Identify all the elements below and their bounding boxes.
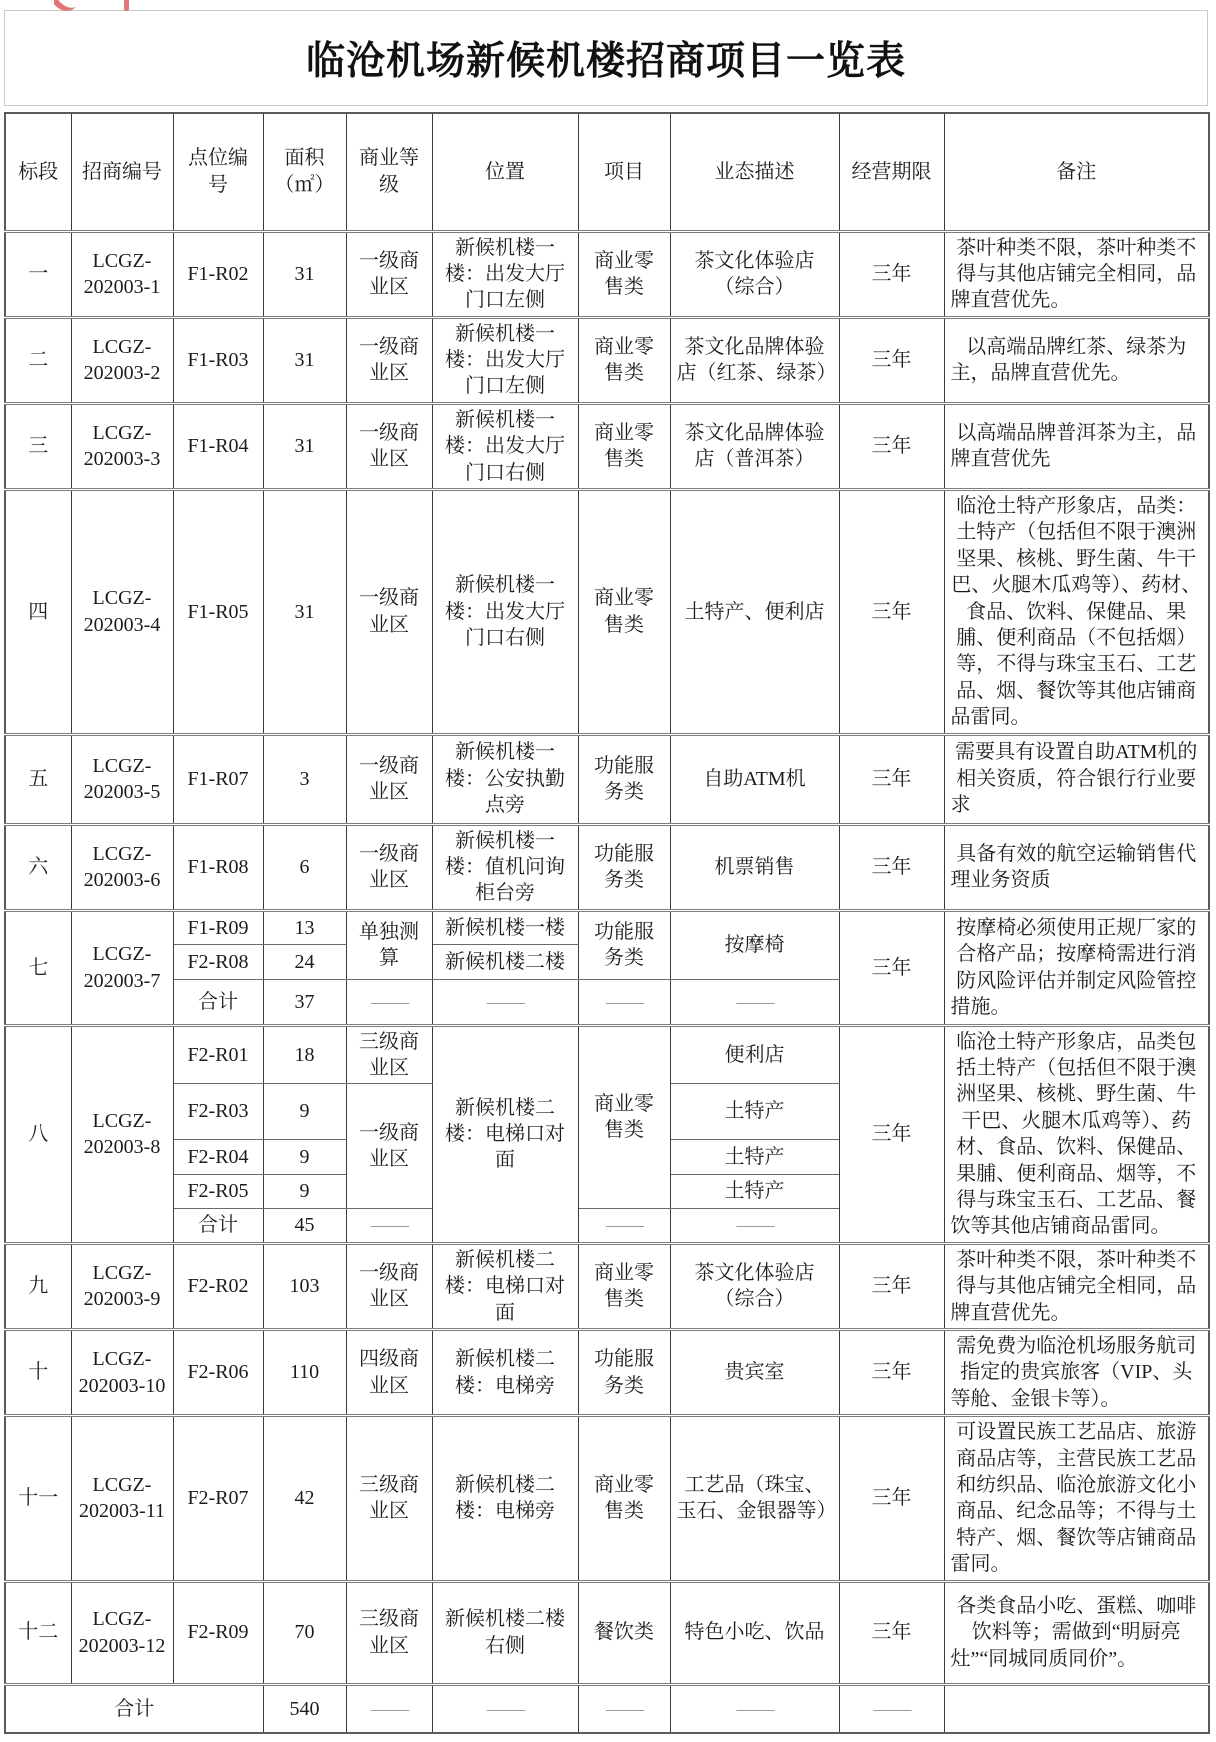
cell-r8-point-4: F2-R05	[173, 1174, 263, 1208]
table-row	[5, 1416, 1209, 1581]
cell-r7-subtotal-grade-dash: ——	[346, 979, 432, 1025]
cell-r11-remarks: 可设置民族工艺品店、旅游商品店等，主营民族工艺品和纺织品、临沧旅游文化小商品、纪念品等；不得与土特产、烟、餐饮等店铺商品雷同。	[944, 1416, 1209, 1581]
table-row	[5, 1025, 1209, 1084]
cell-r4-remarks: 临沧土特产形象店，品类：土特产（包括但不限于澳洲坚果、核桃、野生菌、牛干巴、火腿木瓜鸡等）、药材、食品、饮料、保健品、果脯、便利商品（不包括烟）等，不得与珠宝玉石、工艺品、烟、餐饮等其他店铺商品雷同。	[944, 490, 1209, 735]
title-box	[4, 10, 1208, 106]
cell-r6-point: F1-R08	[173, 824, 263, 910]
cell-r8-remarks: 临沧土特产形象店，品类包括土特产（包括但不限于澳洲坚果、核桃、野生菌、牛干巴、火腿木瓜鸡等）、药材、食品、饮料、保健品、果脯、便利商品、烟等，不得与珠宝玉石、工艺品、餐饮等其他店铺商品雷同。	[944, 1025, 1209, 1243]
col-header-project: 项目	[578, 113, 670, 231]
cell-r6-business: 机票销售	[670, 824, 839, 910]
cell-r7-subtotal-business-dash: ——	[670, 979, 839, 1025]
cell-r7-point-1: F1-R09	[173, 910, 263, 944]
cell-r8-area-2: 9	[263, 1084, 346, 1139]
cell-r4-section: 四	[5, 490, 71, 735]
cell-r7-term: 三年	[839, 910, 944, 1025]
cell-r4-business: 土特产、便利店	[670, 490, 839, 735]
cell-r5-area: 3	[263, 734, 346, 824]
cell-r6-location: 新候机楼一楼：值机问询柜台旁	[432, 824, 578, 910]
cell-r9-section: 九	[5, 1243, 71, 1329]
cell-r7-grade: 单独测算	[346, 910, 432, 979]
cell-r1-point: F1-R02	[173, 231, 263, 317]
col-header-code: 招商编号	[71, 113, 173, 231]
cell-r8-area-3: 9	[263, 1139, 346, 1174]
cell-r8-code: LCGZ-202003-8	[71, 1025, 173, 1243]
cell-r7-project: 功能服务类	[578, 910, 670, 979]
cell-r1-remarks: 茶叶种类不限，茶叶种类不得与其他店铺完全相同，品牌直营优先。	[944, 231, 1209, 317]
cell-r2-code: LCGZ-202003-2	[71, 317, 173, 403]
cell-r3-project: 商业零售类	[578, 403, 670, 489]
cell-r1-area: 31	[263, 231, 346, 317]
cell-r6-grade: 一级商业区	[346, 824, 432, 910]
cell-r7-section: 七	[5, 910, 71, 1025]
cell-r8-grade-2: 一级商业区	[346, 1084, 432, 1208]
cell-grand-total-area: 540	[263, 1684, 346, 1733]
cell-r8-area-1: 18	[263, 1025, 346, 1084]
cell-r3-term: 三年	[839, 403, 944, 489]
cell-r8-business-4: 土特产	[670, 1174, 839, 1208]
table-row	[5, 1243, 1209, 1329]
col-header-location: 位置	[432, 113, 578, 231]
cell-r2-section: 二	[5, 317, 71, 403]
table-row	[5, 824, 1209, 910]
cell-r7-code: LCGZ-202003-7	[71, 910, 173, 1025]
cell-grand-total-term-dash: ——	[839, 1684, 944, 1733]
cell-r1-code: LCGZ-202003-1	[71, 231, 173, 317]
cell-r1-location: 新候机楼一楼：出发大厅门口左侧	[432, 231, 578, 317]
cell-r12-code: LCGZ-202003-12	[71, 1581, 173, 1684]
cell-r8-project: 商业零售类	[578, 1025, 670, 1208]
cell-r8-point-2: F2-R03	[173, 1084, 263, 1139]
cell-r5-project: 功能服务类	[578, 734, 670, 824]
cell-r10-area: 110	[263, 1330, 346, 1416]
cell-grand-total-location-dash: ——	[432, 1684, 578, 1733]
cell-r8-business-2: 土特产	[670, 1084, 839, 1139]
cell-r7-subtotal-label: 合计	[173, 979, 263, 1025]
cell-r7-subtotal-area: 37	[263, 979, 346, 1025]
table-row	[5, 1330, 1209, 1416]
cell-r11-term: 三年	[839, 1416, 944, 1581]
cell-r3-area: 31	[263, 403, 346, 489]
cell-r1-grade: 一级商业区	[346, 231, 432, 317]
cell-r8-subtotal-business-dash: ——	[670, 1208, 839, 1243]
cell-r2-area: 31	[263, 317, 346, 403]
cell-r9-business: 茶文化体验店（综合）	[670, 1243, 839, 1329]
cell-r5-business: 自助ATM机	[670, 734, 839, 824]
cell-r1-term: 三年	[839, 231, 944, 317]
cell-r8-subtotal-label: 合计	[173, 1208, 263, 1243]
cell-r7-location-1: 新候机楼一楼	[432, 910, 578, 944]
cell-r2-grade: 一级商业区	[346, 317, 432, 403]
cell-r10-point: F2-R06	[173, 1330, 263, 1416]
cell-grand-total-business-dash: ——	[670, 1684, 839, 1733]
cell-r12-project: 餐饮类	[578, 1581, 670, 1684]
table-row	[5, 1581, 1209, 1684]
cell-r7-location-2: 新候机楼二楼	[432, 944, 578, 979]
cell-r4-code: LCGZ-202003-4	[71, 490, 173, 735]
cell-r3-code: LCGZ-202003-3	[71, 403, 173, 489]
red-pen-strokes-icon	[40, 0, 160, 13]
cell-r9-grade: 一级商业区	[346, 1243, 432, 1329]
cell-r8-term: 三年	[839, 1025, 944, 1243]
cell-grand-total-project-dash: ——	[578, 1684, 670, 1733]
cell-r12-remarks: 各类食品小吃、蛋糕、咖啡饮料等；需做到“明厨亮灶”“同城同质同价”。	[944, 1581, 1209, 1684]
cell-r3-business: 茶文化品牌体验店（普洱茶）	[670, 403, 839, 489]
cell-r11-business: 工艺品（珠宝、玉石、金银器等）	[670, 1416, 839, 1581]
cell-r2-project: 商业零售类	[578, 317, 670, 403]
cell-r4-area: 31	[263, 490, 346, 735]
col-header-remarks: 备注	[944, 113, 1209, 231]
cell-r6-section: 六	[5, 824, 71, 910]
cell-r6-project: 功能服务类	[578, 824, 670, 910]
cell-grand-total-remarks-empty	[944, 1684, 1209, 1733]
cell-r7-subtotal-location-dash: ——	[432, 979, 578, 1025]
col-header-point: 点位编号	[173, 113, 263, 231]
cell-r8-grade-1: 三级商业区	[346, 1025, 432, 1084]
cell-r4-term: 三年	[839, 490, 944, 735]
cell-r7-point-2: F2-R08	[173, 944, 263, 979]
cell-r1-section: 一	[5, 231, 71, 317]
cell-r9-project: 商业零售类	[578, 1243, 670, 1329]
cell-r8-area-4: 9	[263, 1174, 346, 1208]
cell-r4-project: 商业零售类	[578, 490, 670, 735]
cell-r2-term: 三年	[839, 317, 944, 403]
cell-r1-business: 茶文化体验店（综合）	[670, 231, 839, 317]
cell-r11-location: 新候机楼二楼：电梯旁	[432, 1416, 578, 1581]
cell-r7-area-2: 24	[263, 944, 346, 979]
cell-r11-project: 商业零售类	[578, 1416, 670, 1581]
cell-r5-remarks: 需要具有设置自助ATM机的相关资质，符合银行行业要求	[944, 734, 1209, 824]
col-header-section: 标段	[5, 113, 71, 231]
project-table	[4, 112, 1210, 1734]
table-row	[5, 317, 1209, 403]
cell-r9-area: 103	[263, 1243, 346, 1329]
cell-r12-area: 70	[263, 1581, 346, 1684]
cell-r6-area: 6	[263, 824, 346, 910]
cell-r3-grade: 一级商业区	[346, 403, 432, 489]
table-row	[5, 734, 1209, 824]
cell-r8-point-1: F2-R01	[173, 1025, 263, 1084]
cell-r11-code: LCGZ-202003-11	[71, 1416, 173, 1581]
cell-r5-grade: 一级商业区	[346, 734, 432, 824]
cell-r2-location: 新候机楼一楼：出发大厅门口左侧	[432, 317, 578, 403]
cell-r4-grade: 一级商业区	[346, 490, 432, 735]
cell-r3-remarks: 以高端品牌普洱茶为主，品牌直营优先	[944, 403, 1209, 489]
table-row	[5, 910, 1209, 944]
cell-r9-point: F2-R02	[173, 1243, 263, 1329]
cell-r3-location: 新候机楼一楼：出发大厅门口右侧	[432, 403, 578, 489]
cell-r5-location: 新候机楼一楼：公安执勤点旁	[432, 734, 578, 824]
cell-r8-point-3: F2-R04	[173, 1139, 263, 1174]
cell-r10-code: LCGZ-202003-10	[71, 1330, 173, 1416]
cell-r12-point: F2-R09	[173, 1581, 263, 1684]
cell-r11-grade: 三级商业区	[346, 1416, 432, 1581]
cell-r12-location: 新候机楼二楼右侧	[432, 1581, 578, 1684]
header-row	[5, 113, 1209, 231]
cell-r10-term: 三年	[839, 1330, 944, 1416]
cell-r10-business: 贵宾室	[670, 1330, 839, 1416]
cell-r1-project: 商业零售类	[578, 231, 670, 317]
cell-grand-total-grade-dash: ——	[346, 1684, 432, 1733]
cell-r11-area: 42	[263, 1416, 346, 1581]
table-row	[5, 231, 1209, 317]
cell-r10-section: 十	[5, 1330, 71, 1416]
cell-r6-remarks: 具备有效的航空运输销售代理业务资质	[944, 824, 1209, 910]
cell-r7-remarks: 按摩椅必须使用正规厂家的合格产品；按摩椅需进行消防风险评估并制定风险管控措施。	[944, 910, 1209, 1025]
red-pen-mark-artifact	[40, 0, 160, 13]
grand-total-row	[5, 1684, 1209, 1733]
cell-r4-location: 新候机楼一楼：出发大厅门口右侧	[432, 490, 578, 735]
cell-r8-subtotal-grade-dash: ——	[346, 1208, 432, 1243]
cell-r6-term: 三年	[839, 824, 944, 910]
col-header-term: 经营期限	[839, 113, 944, 231]
cell-r5-code: LCGZ-202003-5	[71, 734, 173, 824]
cell-r8-subtotal-project-dash: ——	[578, 1208, 670, 1243]
cell-r11-section: 十一	[5, 1416, 71, 1581]
cell-r7-business: 按摩椅	[670, 910, 839, 979]
cell-r10-location: 新候机楼二楼：电梯旁	[432, 1330, 578, 1416]
cell-r12-grade: 三级商业区	[346, 1581, 432, 1684]
cell-r7-subtotal-project-dash: ——	[578, 979, 670, 1025]
table-row	[5, 490, 1209, 735]
cell-r11-point: F2-R07	[173, 1416, 263, 1581]
cell-r8-subtotal-area: 45	[263, 1208, 346, 1243]
cell-r12-section: 十二	[5, 1581, 71, 1684]
cell-r9-location: 新候机楼二楼：电梯口对面	[432, 1243, 578, 1329]
cell-r12-business: 特色小吃、饮品	[670, 1581, 839, 1684]
cell-r10-grade: 四级商业区	[346, 1330, 432, 1416]
page-title: 临沧机场新候机楼招商项目一览表	[305, 40, 906, 83]
cell-r12-term: 三年	[839, 1581, 944, 1684]
cell-r2-remarks: 以高端品牌红茶、绿茶为主，品牌直营优先。	[944, 317, 1209, 403]
col-header-area: 面积（㎡）	[263, 113, 346, 231]
cell-r3-point: F1-R04	[173, 403, 263, 489]
cell-r2-business: 茶文化品牌体验店（红茶、绿茶）	[670, 317, 839, 403]
cell-grand-total-label: 合计	[5, 1684, 263, 1733]
cell-r5-point: F1-R07	[173, 734, 263, 824]
cell-r8-business-3: 土特产	[670, 1139, 839, 1174]
col-header-grade: 商业等级	[346, 113, 432, 231]
cell-r9-term: 三年	[839, 1243, 944, 1329]
cell-r10-remarks: 需免费为临沧机场服务航司指定的贵宾旅客（VIP、头等舱、金银卡等）。	[944, 1330, 1209, 1416]
cell-r5-term: 三年	[839, 734, 944, 824]
cell-r7-area-1: 13	[263, 910, 346, 944]
cell-r8-location: 新候机楼二楼：电梯口对面	[432, 1025, 578, 1243]
cell-r9-code: LCGZ-202003-9	[71, 1243, 173, 1329]
cell-r8-business-1: 便利店	[670, 1025, 839, 1084]
cell-r9-remarks: 茶叶种类不限，茶叶种类不得与其他店铺完全相同，品牌直营优先。	[944, 1243, 1209, 1329]
cell-r6-code: LCGZ-202003-6	[71, 824, 173, 910]
cell-r2-point: F1-R03	[173, 317, 263, 403]
cell-r10-project: 功能服务类	[578, 1330, 670, 1416]
cell-r8-section: 八	[5, 1025, 71, 1243]
col-header-business: 业态描述	[670, 113, 839, 231]
table-row	[5, 403, 1209, 489]
cell-r4-point: F1-R05	[173, 490, 263, 735]
cell-r3-section: 三	[5, 403, 71, 489]
cell-r5-section: 五	[5, 734, 71, 824]
